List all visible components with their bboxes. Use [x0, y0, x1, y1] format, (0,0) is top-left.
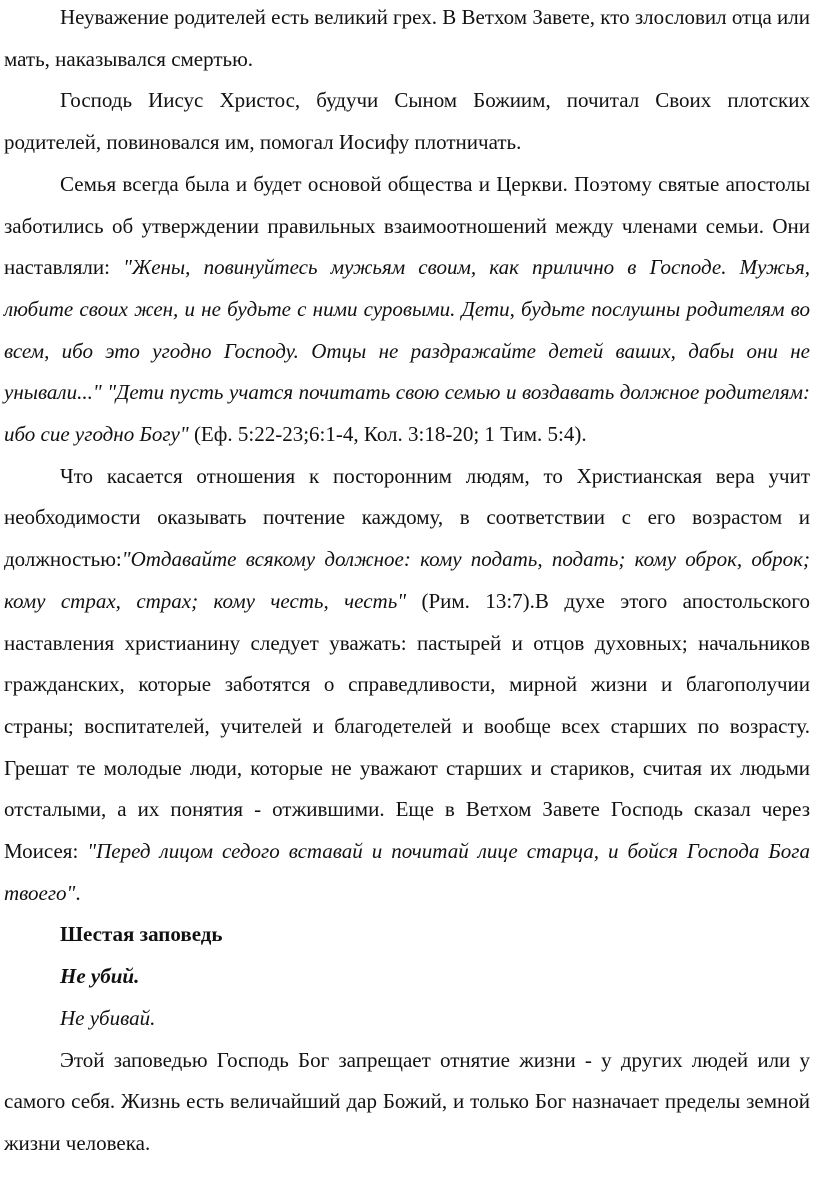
respect-body-text: (Рим. 13:7).В духе этого апостольского наставления христианину следует уважать: пастырей и отцов духовных; начальников гражданских, которые заботятся о справедливости, мирной жизни и благополучии страны; воспитателей, учителей и благодетелей и вообще всех старших по возрасту. Грешат те молодые люди, которые не уважают старших и стариков, считая их людьми отсталыми, а их понятия - отжившими. Еще в Ветхом Завете Господь сказал через Моисея:	[4, 588, 810, 864]
paragraph-family-foundation	[4, 164, 810, 456]
paragraph-dishonor-parents: Неуважение родителей есть великий грех. В Ветхом Завете, кто злословил отца или мать, наказывался смертью.	[4, 5, 810, 71]
paragraph-jesus-honored-parents: Господь Иисус Христос, будучи Сыном Божиим, почитал Своих плотских родителей, повиновался им, помогал Иосифу плотничать.	[4, 88, 810, 155]
paragraph-respect-others	[4, 456, 810, 915]
paragraph-sixth-commandment: Этой заповедью Господь Бог запрещает отнятие жизни - у других людей или у самого себя. Жизнь есть величайший дар Божий, и только Бог назначает пределы земной жизни человека.	[4, 1047, 810, 1155]
moses-quote: "Перед лицом седого вставай и почитай лице старца, и бойся Господа Бога твоего"	[4, 839, 810, 905]
family-intro-text: Семья всегда была и будет основой общества и Церкви. Поэтому святые апостолы заботились об утверждении правильных взаимоотношений между членами семьи. Они наставляли:	[4, 171, 810, 280]
commandment-translation: Не убивай.	[60, 1005, 156, 1030]
apostolic-quote: "Жены, повинуйтесь мужьям своим, как прилично в Господе. Мужья, любите своих жен, и не будьте с ними суровыми. Дети, будьте послушны родителям во всем, ибо это угодно Господу. Отцы не раздражайте детей ваших, дабы они не унывали..." "Дети пусть учатся почитать свою семью и воздавать должное родителям: ибо сие угодно Богу"	[4, 255, 810, 447]
document-body	[4, 0, 810, 1165]
commandment-text: Не убий.	[60, 964, 140, 989]
romans-quote: "Отдавайте всякому должное: кому подать, подать; кому оброк, оброк; кому страх, страх; кому честь, честь"	[4, 547, 810, 613]
respect-intro-text: Что касается отношения к посторонним людям, то Христианская вера учит необходимости оказывать почтение каждому, в соответствии с его возрастом и должностью:	[4, 463, 810, 572]
respect-end-text: .	[75, 880, 81, 905]
section-heading: Шестая заповедь	[60, 922, 223, 947]
scripture-reference: (Еф. 5:22-23;6:1-4, Кол. 3:18-20; 1 Тим. 5:4).	[188, 422, 587, 447]
